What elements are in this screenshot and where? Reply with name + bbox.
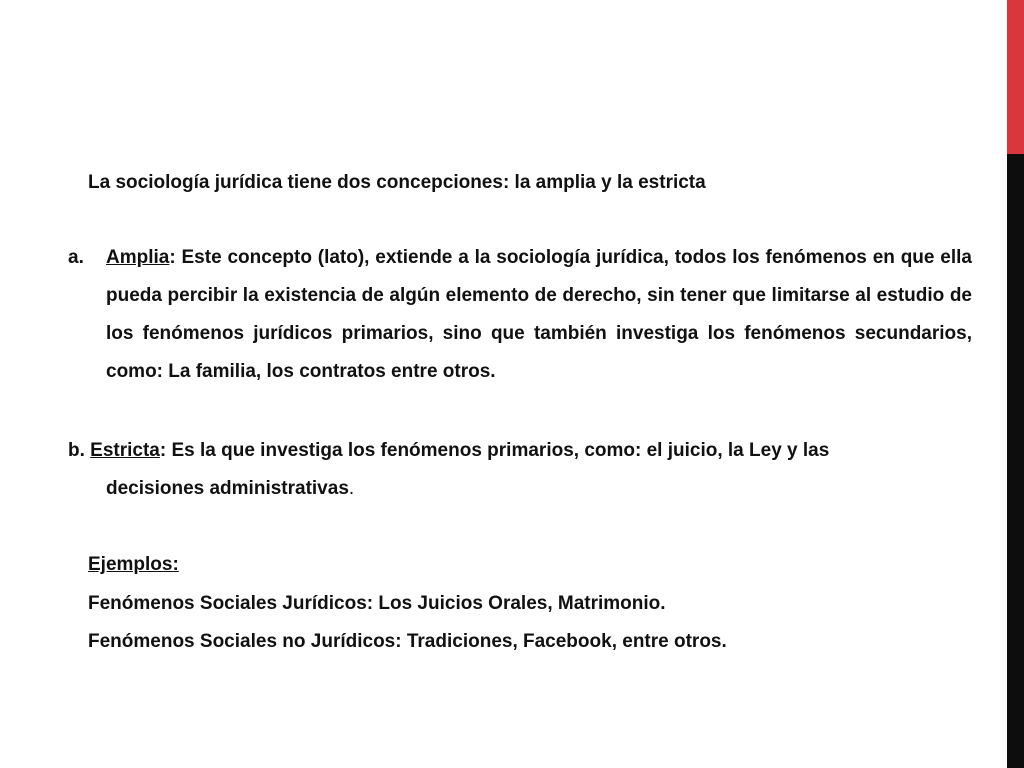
accent-bar-red: [1007, 0, 1024, 154]
definition-text-end: decisiones administrativas: [106, 478, 349, 499]
list-marker: a.: [68, 247, 84, 268]
definition-paragraph: [106, 239, 972, 391]
definition-text: : Es la que investiga los fenómenos primarios, como: el juicio, la Ley y las: [159, 440, 830, 461]
definition-period: .: [348, 478, 355, 499]
definition-paragraph: [68, 432, 972, 508]
accent-bar-black: [1007, 154, 1024, 768]
list-marker: b.: [68, 440, 85, 461]
definition-continuation: [68, 470, 972, 508]
intro-text: La sociología jurídica tiene dos concepciones: la amplia y la estricta: [88, 172, 706, 193]
definition-text: : Este concepto (lato), extiende a la sociología jurídica, todos los fenómenos en que ella pueda percibir la existencia de algún elemento de derecho, sin tener que limitarse al estudio de los fenómenos jurídicos primarios, sino que también investiga los fenómenos secundarios, como: La familia, los contratos entre otros.: [106, 247, 972, 382]
example-line: Fenómenos Sociales no Jurídicos: Tradiciones, Facebook, entre otros.: [88, 631, 727, 652]
examples-heading: Ejemplos:: [88, 554, 179, 575]
term-amplia: Amplia: [106, 247, 170, 268]
term-estricta: Estricta: [90, 440, 160, 461]
example-line: Fenómenos Sociales Jurídicos: Los Juicios Orales, Matrimonio.: [88, 593, 666, 614]
